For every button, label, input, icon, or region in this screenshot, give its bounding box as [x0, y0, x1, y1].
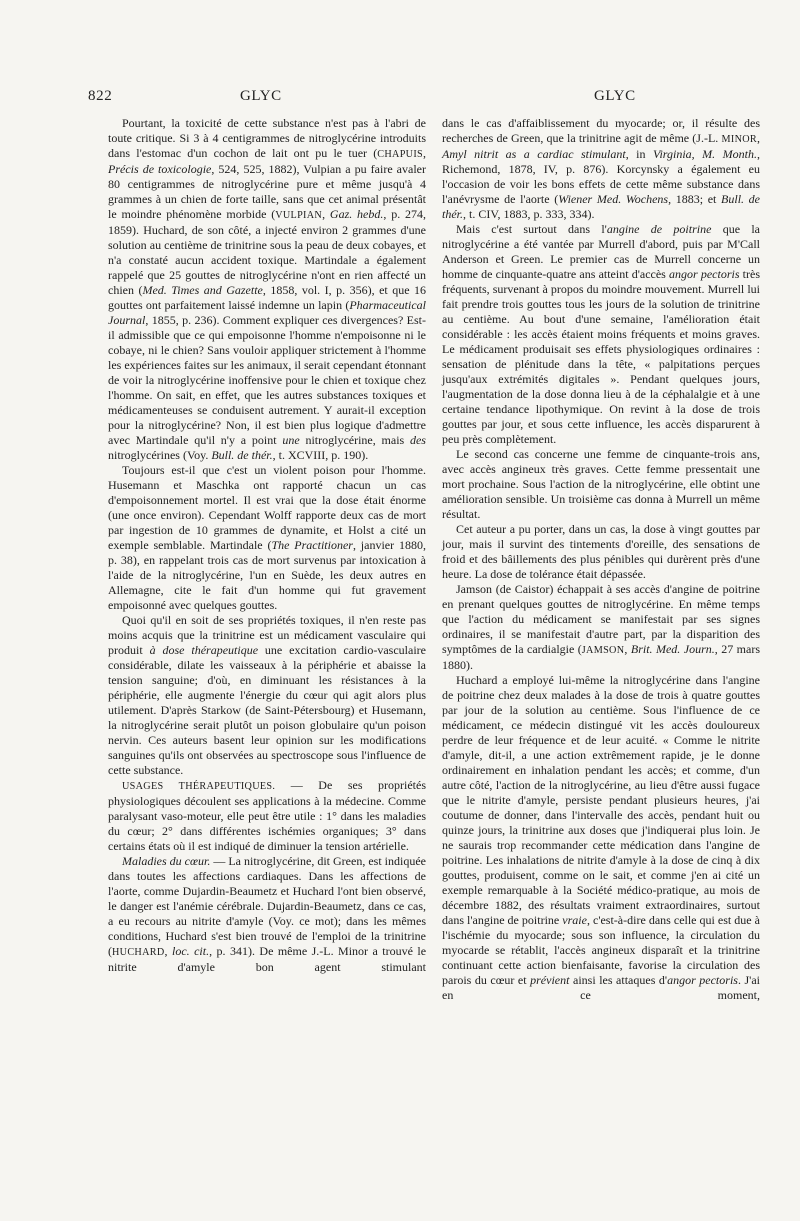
text-run: , p. 274, 1859). Huchard, de son côté, a injecté environ 2 grammes d'une solution au centième de trinitrine sous la peau de deux cobayes, et n'a constaté aucun accident toxique. Martindale a également rappelé que 25 gouttes de nitroglycérine n'ont en rien affecté un chien (: [108, 207, 427, 297]
italic-text: Précis de toxicologie: [108, 162, 212, 176]
italic-text: Wiener Med. Wochens: [558, 192, 669, 206]
text-run: Jamson (de Caistor) échappait à ses accès d'angine de poitrine en prenant quelques gouttes de nitroglycérine. En même temps que l'action du médicament se manifestait par ses signes ordinaires, il se manifestait d'autre part, par la disparition des symptômes de la cardialgie (: [442, 582, 760, 656]
paragraph: [442, 673, 760, 1003]
page-number: 822: [88, 88, 113, 104]
text-run: que la nitroglycérine a été vantée par Murrell d'abord, puis par M'Call Anderson et Green. Le premier cas de Murrell concerne un homme de cinquante-quatre ans atteint d'accès: [442, 222, 760, 281]
paragraph: [108, 778, 426, 854]
paragraph: [108, 463, 426, 613]
text-run: ,: [322, 207, 330, 221]
italic-text: The Practitioner: [271, 538, 353, 552]
italic-text: vraie: [562, 913, 587, 927]
running-head-right: GLYC: [594, 88, 636, 104]
text-run: ,: [624, 642, 631, 656]
text-run: — De ses propriétés physiologiques découlent ses applications à la médecine. Comme paralysant vaso-moteur, elle peut être utile : 1° dans les maladies du cœur; 2° dans différentes ischémies organiques; 3° dans certains états où il est indiqué de diminuer la tension artérielle.: [108, 778, 427, 853]
small-caps-text: JAMSON: [581, 645, 625, 656]
text-run: dans le cas d'affaiblissement du myocarde; or, il résulte des recherches de Green, que la trinitrine agit de même (J.-L.: [442, 116, 760, 145]
italic-text: prévient: [530, 973, 570, 987]
left-column: [108, 116, 426, 975]
text-run: , Richemond, 1878, IV, p. 876). Korcynsky a également eu l'occasion de voir les bons effets de cette même substance dans l'anévrysme de l'aorte (: [442, 147, 760, 206]
text-run: , janvier 1880, p. 38), en rappelant trois cas de mort survenus par intoxication à l'aide de la nitroglycérine, l'un en Suède, les deux autres en Allemagne, cite le fait d'un homme qui fut gravement empoisonné avec quelques gouttes.: [108, 538, 426, 612]
text-run: , t. XCVIII, p. 190).: [272, 448, 369, 462]
text-run: ,: [164, 944, 172, 958]
italic-text: des: [409, 433, 426, 447]
text-run: ,: [757, 131, 760, 145]
text-run: , c'est-à-dire dans celle qui est due à l'ischémie du myocarde; sous son influence, la circulation du myocarde se rétablit, l'accès angineux disparaît et la trinitrine continuant cette action bienfaisante, favorise la circulation des parois du cœur et: [442, 913, 760, 987]
text-run: Huchard a employé lui-même la nitroglycérine dans l'angine de poitrine chez deux malades à la dose de trois à quatre gouttes par jour de la solution au centième. Sous l'influence de ce médicament, ce médecin distingué vit les accès douloureux perdre de leur fréquence et de leur acuité. « Comme le nitrite d'amyle, dit-il, a une action extrêmement rapide, je le donne ordinairement en inhalation pendant les accès; et comme, d'un autre côté, l'action de la nitroglycérine, au lieu d'être aussi fugace que le nitrite d'amyle, persiste pendant plusieurs heures, j'ai coutume de donner, dans l'intervalle des accès, pendant huit ou quinze jours, la trinitrine aux doses que j'indiquerai plus loin. Je ne saurais trop recommander cette médication dans l'angine de poitrine. Les inhalations de nitrite d'amyle à la dose de cinq à dix gouttes, produisent, comme on le sait, et comme j'en ai cité un exemple remarquable à la Société médico-pratique, au mois de décembre 1882, des résultats vraiment extraordinaires, surtout dans l'angine de poitrine: [442, 673, 760, 927]
text-run: Le second cas concerne une femme de cinquante-trois ans, avec accès angineux très graves. Cette femme pressentait une mort prochaine. Sous l'action de la nitroglycérine, elle obtint une amélioration sensible. Un troisième cas donna à Murrell un même résultat.: [442, 447, 760, 521]
italic-text: angor pectoris: [667, 973, 738, 987]
running-head-left: GLYC: [240, 88, 282, 104]
italic-text: Med. Times and Gazette: [142, 283, 263, 297]
right-column: [442, 116, 760, 1003]
paragraph: [108, 613, 426, 778]
italic-text: Brit. Med. Journ.: [630, 642, 715, 656]
small-caps-text: VULPIAN: [275, 210, 323, 221]
italic-text: Amyl nitrit as a cardiac stimulant: [442, 147, 626, 161]
italic-text: Maladies du cœur.: [122, 854, 211, 868]
text-run: Pourtant, la toxicité de cette substance n'est pas à l'abri de toute critique. Si 3 à 4 centigrammes de nitroglycérine introduits dans l'estomac d'un cochon de lait ont pu le tuer (: [108, 116, 426, 160]
text-run: , in: [625, 147, 654, 161]
text-run: Cet auteur a pu porter, dans un cas, la dose à vingt gouttes par jour, mais il survint des tintements d'oreille, des sensations de froid et des bâillements des plus pénibles qui durèrent près d'une heure. La dose de tolérance était dépassée.: [442, 522, 760, 581]
italic-text: à dose thérapeutique: [149, 643, 259, 657]
italic-text: Bull. de thér.: [211, 448, 273, 462]
paragraph: [442, 222, 760, 447]
italic-text: angor pectoris: [669, 267, 740, 281]
italic-text: loc. cit.: [171, 944, 210, 958]
text-run: nitroglycérine, mais: [299, 433, 410, 447]
text-run: une excitation cardio-vasculaire considérable, dilate les vaisseaux à la périphérie et abaisse la tension sanguine; d'où, en diminuant les résistances à la périphérie, elle augmente l'énergie du cœur qui agit alors plus utilement. D'après Starkow (de Saint-Pétersbourg) et Husemann, la nitroglycérine serait plutôt un poison globulaire qu'un poison nervin. Ces auteurs basent leur opinion sur les modifications sanguines qu'ils ont observées au spectroscope sous l'influence de cette substance.: [108, 643, 426, 777]
text-run: , 524, 525, 1882), Vulpian a pu faire avaler 80 centigrammes de nitroglycérine pure et même jusqu'à 4 grammes à un chien de forte taille, sans que cet animal présentât le moindre phénomène morbide (: [108, 162, 426, 221]
small-caps-text: CHAPUIS: [377, 149, 423, 160]
small-caps-text: MINOR: [721, 134, 757, 145]
text-run: ,: [423, 146, 426, 160]
text-run: , 1883; et: [668, 192, 722, 206]
italic-text: angine de poitrine: [606, 222, 712, 236]
text-run: , t. CIV, 1883, p. 333, 334).: [463, 207, 595, 221]
text-run: ainsi les attaques d': [569, 973, 668, 987]
text-run: , 27 mars 1880).: [442, 642, 761, 672]
text-run: . J'ai en ce moment,: [442, 973, 760, 1002]
paragraph: [442, 582, 760, 673]
italic-text: Bull. de thér.: [442, 192, 761, 221]
text-run: — La nitroglycérine, dit Green, est indiquée dans toutes les affections cardiaques. Dans les affections de l'aorte, comme Dujardin-Beaumetz et Huchard l'ont bien observé, le danger est l'anémie cérébrale. Dujardin-Beaumetz, dans ce cas, a eu recours au nitrite d'amyle (Voy. ce mot); dans les mêmes conditions, Huchard s'est bien trouvé de l'emploi de la trinitrine (: [108, 854, 426, 958]
text-run: nitroglycérines (Voy.: [108, 448, 212, 462]
text-run: Toujours est-il que c'est un violent poison pour l'homme. Husemann et Maschka ont rapporté chacun un cas d'empoisonnement mortel. Il est vrai que la dose était énorme (une once environ). Cependant Wolff rapporte deux cas de mort par ingestion de 10 grammes de dynamite, et Holst a cité un exemple semblable. Martindale (: [108, 463, 426, 552]
text-run: Quoi qu'il en soit de ses propriétés toxiques, il n'en reste pas moins acquis que la trinitrine est un médicament vasculaire qui produit: [108, 613, 426, 657]
paragraph: [108, 854, 426, 975]
paragraph: [442, 522, 760, 582]
text-run: , p. 341). De même J.-L. Minor a trouvé le nitrite d'amyle bon agent stimulant: [108, 944, 427, 974]
italic-text: Pharmaceutical Journal: [108, 298, 426, 327]
text-run: très fréquents, survenant à propos du moindre mouvement. Murrell lui fait prendre trois gouttes tous les jours de la solution de trinitrine au centième. Au bout d'une semaine, l'amélioration était considérable : les accès étaient moins fréquents et moins graves. Le médicament produisait ses effets physiologiques ordinaires : sensation de plénitude dans la tête, « palpitations perçues jusqu'aux extrémités digitales ». Pendant quelques jours, l'augmentation de la dose donna lieu à de la céphalalgie et à une certaine tendance lipothymique. On revint à la dose de trois gouttes par jour, et sous cette influence, les accès disparurent à peu près complètement.: [442, 267, 760, 446]
italic-text: Gaz. hebd.: [329, 207, 384, 221]
text-run: , 1858, vol. I, p. 356), et que 16 gouttes ont parfaitement laissé indemne un lapin (: [108, 283, 427, 312]
italic-text: une: [282, 433, 300, 447]
small-caps-text: HUCHARD: [112, 947, 165, 958]
text-run: Mais c'est surtout dans l': [456, 222, 607, 236]
paragraph: [442, 116, 760, 222]
text-run: , 1855, p. 236). Comment expliquer ces divergences? Est-il admissible que ce qui empoisonne l'homme n'empoisonne ni le cobaye, ni le chien? Sans vouloir appliquer strictement à l'homme les expériences faites sur les animaux, il serait cependant étonnant de voir la nitroglycérine inoffensive pour le chien et toxique chez l'homme. On sait, en effet, que les autres substances toxiques et médicamenteuses se conduisent autrement. Y aurait-il exception pour la nitroglycérine? Non, il est bien plus logique d'admettre avec Martindale qu'il n'y a point: [108, 313, 426, 447]
small-caps-text: USAGES THÉRAPEUTIQUES.: [122, 781, 276, 792]
paragraph: [108, 116, 426, 463]
italic-text: Virginia, M. Month.: [653, 147, 757, 161]
paragraph: [442, 447, 760, 522]
